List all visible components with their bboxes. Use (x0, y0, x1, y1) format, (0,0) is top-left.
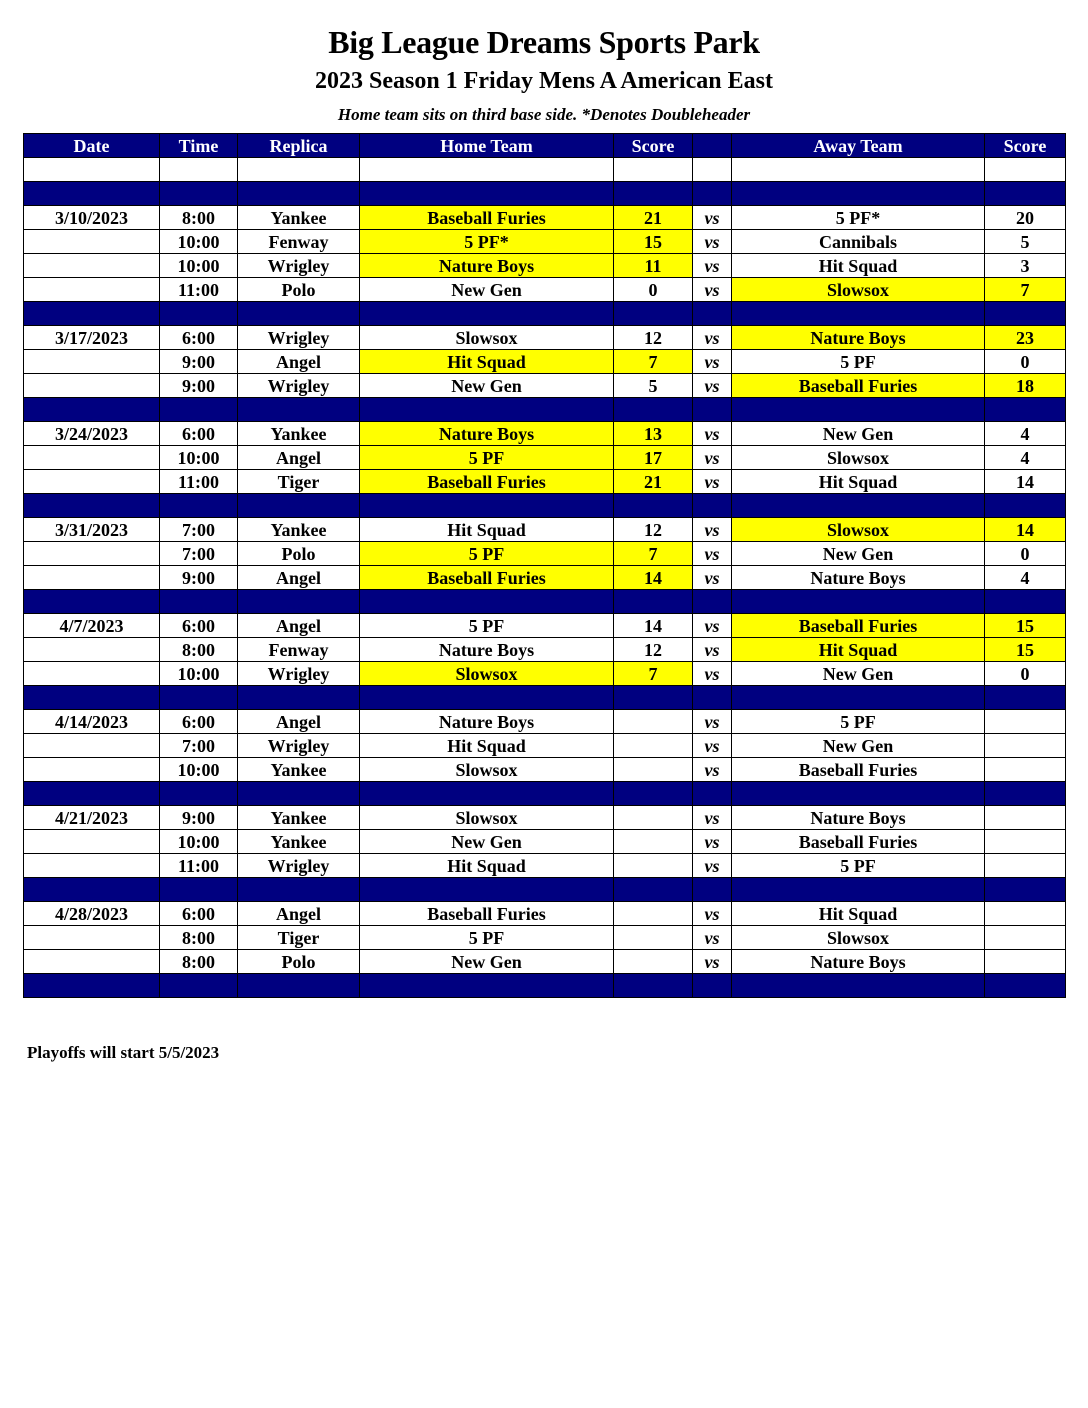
game-time: 10:00 (160, 758, 238, 782)
game-row (24, 254, 1066, 278)
home-score: 21 (614, 470, 693, 494)
game-row (24, 206, 1066, 230)
game-date: 3/10/2023 (24, 206, 160, 230)
home-team: Baseball Furies (360, 206, 614, 230)
game-date (24, 254, 160, 278)
column-header-home-score: Score (614, 134, 693, 158)
home-score (614, 950, 693, 974)
column-header-vs (693, 134, 732, 158)
away-team: 5 PF (732, 854, 985, 878)
game-date: 4/21/2023 (24, 806, 160, 830)
game-date: 4/28/2023 (24, 902, 160, 926)
page-subtitle: 2023 Season 1 Friday Mens A American East (314, 68, 773, 94)
game-time: 9:00 (160, 566, 238, 590)
home-team: Baseball Furies (360, 902, 614, 926)
game-replica-field: Yankee (238, 422, 360, 446)
game-time: 8:00 (160, 950, 238, 974)
vs-label: vs (693, 206, 732, 230)
game-time: 10:00 (160, 230, 238, 254)
home-score (614, 710, 693, 734)
game-replica-field: Angel (238, 446, 360, 470)
away-score (985, 758, 1066, 782)
game-date (24, 662, 160, 686)
game-date (24, 278, 160, 302)
page-title: Big League Dreams Sports Park (328, 24, 760, 60)
game-replica-field: Wrigley (238, 662, 360, 686)
home-team: Slowsox (360, 326, 614, 350)
away-team: Nature Boys (732, 806, 985, 830)
game-row (24, 326, 1066, 350)
home-score (614, 902, 693, 926)
week-separator (24, 878, 1066, 902)
home-team: 5 PF (360, 926, 614, 950)
game-date: 3/24/2023 (24, 422, 160, 446)
game-date (24, 734, 160, 758)
game-row (24, 614, 1066, 638)
game-date (24, 950, 160, 974)
away-team: New Gen (732, 662, 985, 686)
vs-label: vs (693, 902, 732, 926)
game-replica-field: Yankee (238, 758, 360, 782)
away-score (985, 854, 1066, 878)
game-replica-field: Yankee (238, 830, 360, 854)
home-team: New Gen (360, 278, 614, 302)
home-score: 14 (614, 566, 693, 590)
away-score: 3 (985, 254, 1066, 278)
home-score: 12 (614, 638, 693, 662)
away-score (985, 902, 1066, 926)
vs-label: vs (693, 446, 732, 470)
away-score: 20 (985, 206, 1066, 230)
away-score: 4 (985, 446, 1066, 470)
game-row (24, 446, 1066, 470)
away-team: New Gen (732, 422, 985, 446)
home-score (614, 926, 693, 950)
game-row (24, 902, 1066, 926)
column-header-away-team: Away Team (732, 134, 985, 158)
game-row (24, 542, 1066, 566)
vs-label: vs (693, 710, 732, 734)
game-row (24, 662, 1066, 686)
game-row (24, 422, 1066, 446)
game-replica-field: Angel (238, 710, 360, 734)
away-team: Slowsox (732, 926, 985, 950)
away-team: Cannibals (732, 230, 985, 254)
home-team: Nature Boys (360, 422, 614, 446)
week-separator (24, 302, 1066, 326)
game-time: 8:00 (160, 926, 238, 950)
home-team: 5 PF (360, 614, 614, 638)
game-date (24, 854, 160, 878)
game-replica-field: Polo (238, 542, 360, 566)
home-team: Nature Boys (360, 710, 614, 734)
home-score: 0 (614, 278, 693, 302)
game-row (24, 350, 1066, 374)
home-score: 7 (614, 662, 693, 686)
game-time: 11:00 (160, 278, 238, 302)
home-score: 12 (614, 518, 693, 542)
game-row (24, 926, 1066, 950)
game-replica-field: Fenway (238, 638, 360, 662)
away-team: 5 PF* (732, 206, 985, 230)
vs-label: vs (693, 374, 732, 398)
home-team: Nature Boys (360, 638, 614, 662)
away-team: Slowsox (732, 518, 985, 542)
game-time: 8:00 (160, 206, 238, 230)
game-replica-field: Angel (238, 902, 360, 926)
week-separator (24, 974, 1066, 998)
home-team: Slowsox (360, 806, 614, 830)
game-row (24, 806, 1066, 830)
vs-label: vs (693, 230, 732, 254)
game-row (24, 854, 1066, 878)
game-replica-field: Angel (238, 350, 360, 374)
vs-label: vs (693, 542, 732, 566)
home-team: New Gen (360, 950, 614, 974)
home-team: Baseball Furies (360, 566, 614, 590)
game-row (24, 374, 1066, 398)
home-score (614, 806, 693, 830)
home-score: 14 (614, 614, 693, 638)
game-date (24, 926, 160, 950)
week-separator (24, 494, 1066, 518)
vs-label: vs (693, 854, 732, 878)
game-time: 8:00 (160, 638, 238, 662)
game-row (24, 830, 1066, 854)
game-date (24, 638, 160, 662)
game-replica-field: Polo (238, 950, 360, 974)
week-separator (24, 782, 1066, 806)
away-score (985, 806, 1066, 830)
blank-row (24, 158, 1066, 182)
home-team: Nature Boys (360, 254, 614, 278)
away-team: Baseball Furies (732, 758, 985, 782)
game-row (24, 758, 1066, 782)
vs-label: vs (693, 350, 732, 374)
game-time: 7:00 (160, 734, 238, 758)
home-score (614, 830, 693, 854)
away-score: 14 (985, 518, 1066, 542)
vs-label: vs (693, 638, 732, 662)
game-time: 10:00 (160, 662, 238, 686)
game-time: 9:00 (160, 374, 238, 398)
game-time: 10:00 (160, 446, 238, 470)
home-team: 5 PF (360, 446, 614, 470)
away-score: 4 (985, 422, 1066, 446)
away-score: 5 (985, 230, 1066, 254)
column-header-replica: Replica (238, 134, 360, 158)
away-team: New Gen (732, 734, 985, 758)
vs-label: vs (693, 278, 732, 302)
schedule-body (24, 158, 1066, 998)
home-score (614, 758, 693, 782)
game-replica-field: Yankee (238, 206, 360, 230)
game-date: 4/7/2023 (24, 614, 160, 638)
away-score: 0 (985, 350, 1066, 374)
away-score (985, 710, 1066, 734)
home-team: Baseball Furies (360, 470, 614, 494)
home-score: 13 (614, 422, 693, 446)
game-date: 3/17/2023 (24, 326, 160, 350)
game-date (24, 374, 160, 398)
game-replica-field: Polo (238, 278, 360, 302)
away-team: Hit Squad (732, 902, 985, 926)
game-replica-field: Yankee (238, 518, 360, 542)
away-score (985, 830, 1066, 854)
game-time: 6:00 (160, 422, 238, 446)
away-team: 5 PF (732, 350, 985, 374)
game-replica-field: Tiger (238, 926, 360, 950)
away-team: Hit Squad (732, 638, 985, 662)
vs-label: vs (693, 806, 732, 830)
game-time: 6:00 (160, 614, 238, 638)
game-time: 11:00 (160, 854, 238, 878)
game-replica-field: Angel (238, 566, 360, 590)
away-team: New Gen (732, 542, 985, 566)
game-date (24, 542, 160, 566)
game-replica-field: Yankee (238, 806, 360, 830)
page-note: Home team sits on third base side. *Denotes Doubleheader (337, 105, 751, 124)
vs-label: vs (693, 326, 732, 350)
home-team: Slowsox (360, 662, 614, 686)
game-row (24, 566, 1066, 590)
game-date (24, 446, 160, 470)
header-row (24, 134, 1066, 158)
away-score: 14 (985, 470, 1066, 494)
home-score: 5 (614, 374, 693, 398)
home-score (614, 854, 693, 878)
vs-label: vs (693, 566, 732, 590)
vs-label: vs (693, 422, 732, 446)
schedule-table (23, 133, 1066, 998)
away-score (985, 926, 1066, 950)
game-time: 6:00 (160, 902, 238, 926)
away-score: 23 (985, 326, 1066, 350)
home-score: 12 (614, 326, 693, 350)
away-team: Slowsox (732, 278, 985, 302)
game-time: 7:00 (160, 542, 238, 566)
vs-label: vs (693, 830, 732, 854)
game-replica-field: Angel (238, 614, 360, 638)
game-time: 9:00 (160, 806, 238, 830)
game-time: 7:00 (160, 518, 238, 542)
vs-label: vs (693, 254, 732, 278)
game-date: 3/31/2023 (24, 518, 160, 542)
week-separator (24, 686, 1066, 710)
vs-label: vs (693, 662, 732, 686)
away-team: 5 PF (732, 710, 985, 734)
game-date (24, 470, 160, 494)
away-score: 15 (985, 638, 1066, 662)
away-team: Baseball Furies (732, 614, 985, 638)
away-team: Hit Squad (732, 470, 985, 494)
home-team: Hit Squad (360, 350, 614, 374)
game-date (24, 566, 160, 590)
game-row (24, 278, 1066, 302)
game-time: 10:00 (160, 830, 238, 854)
game-date (24, 350, 160, 374)
home-score: 17 (614, 446, 693, 470)
away-score: 15 (985, 614, 1066, 638)
away-score: 0 (985, 662, 1066, 686)
away-team: Baseball Furies (732, 830, 985, 854)
game-row (24, 518, 1066, 542)
game-replica-field: Wrigley (238, 326, 360, 350)
home-team: Hit Squad (360, 734, 614, 758)
away-score: 4 (985, 566, 1066, 590)
home-team: 5 PF* (360, 230, 614, 254)
playoffs-note: Playoffs will start 5/5/2023 (27, 1043, 220, 1062)
home-team: Hit Squad (360, 854, 614, 878)
game-replica-field: Wrigley (238, 734, 360, 758)
game-time: 9:00 (160, 350, 238, 374)
away-team: Baseball Furies (732, 374, 985, 398)
week-separator (24, 182, 1066, 206)
vs-label: vs (693, 518, 732, 542)
game-row (24, 734, 1066, 758)
home-score: 15 (614, 230, 693, 254)
away-score: 0 (985, 542, 1066, 566)
game-row (24, 710, 1066, 734)
home-team: Hit Squad (360, 518, 614, 542)
game-time: 6:00 (160, 710, 238, 734)
game-row (24, 230, 1066, 254)
week-separator (24, 590, 1066, 614)
game-replica-field: Wrigley (238, 854, 360, 878)
home-score: 7 (614, 542, 693, 566)
home-team: 5 PF (360, 542, 614, 566)
home-score: 21 (614, 206, 693, 230)
game-replica-field: Fenway (238, 230, 360, 254)
game-date (24, 830, 160, 854)
away-score: 18 (985, 374, 1066, 398)
vs-label: vs (693, 950, 732, 974)
game-date (24, 758, 160, 782)
vs-label: vs (693, 470, 732, 494)
home-score: 11 (614, 254, 693, 278)
vs-label: vs (693, 926, 732, 950)
away-team: Nature Boys (732, 950, 985, 974)
vs-label: vs (693, 734, 732, 758)
game-row (24, 470, 1066, 494)
game-time: 11:00 (160, 470, 238, 494)
week-separator (24, 398, 1066, 422)
game-date: 4/14/2023 (24, 710, 160, 734)
home-team: New Gen (360, 830, 614, 854)
away-score (985, 734, 1066, 758)
game-time: 6:00 (160, 326, 238, 350)
home-score: 7 (614, 350, 693, 374)
game-replica-field: Wrigley (238, 254, 360, 278)
home-score (614, 734, 693, 758)
away-team: Nature Boys (732, 326, 985, 350)
game-replica-field: Tiger (238, 470, 360, 494)
away-score: 7 (985, 278, 1066, 302)
game-row (24, 638, 1066, 662)
home-team: Slowsox (360, 758, 614, 782)
column-header-date: Date (24, 134, 160, 158)
vs-label: vs (693, 614, 732, 638)
vs-label: vs (693, 758, 732, 782)
away-score (985, 950, 1066, 974)
game-replica-field: Wrigley (238, 374, 360, 398)
game-row (24, 950, 1066, 974)
game-time: 10:00 (160, 254, 238, 278)
away-team: Slowsox (732, 446, 985, 470)
column-header-home-team: Home Team (360, 134, 614, 158)
column-header-away-score: Score (985, 134, 1066, 158)
column-header-time: Time (160, 134, 238, 158)
away-team: Nature Boys (732, 566, 985, 590)
home-team: New Gen (360, 374, 614, 398)
game-date (24, 230, 160, 254)
away-team: Hit Squad (732, 254, 985, 278)
